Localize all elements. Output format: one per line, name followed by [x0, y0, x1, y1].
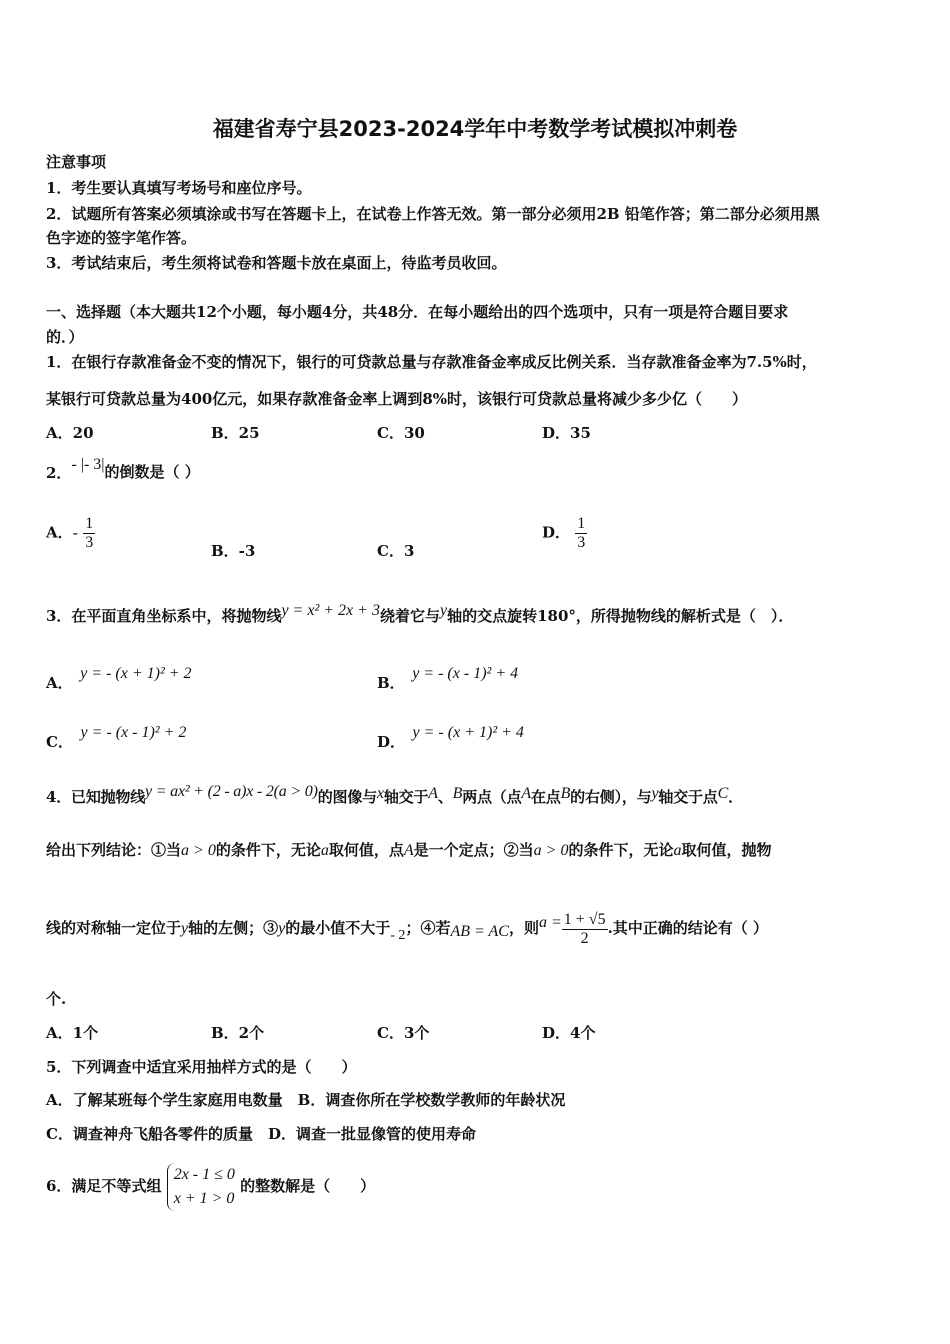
- q3-stem-pre: 3．在平面直角坐标系中，将抛物线: [46, 607, 282, 625]
- notice-item-2-cont: 色字迹的签字笔作答。: [46, 229, 197, 247]
- q2-option-c: C．3: [377, 542, 415, 560]
- q3-stem-mid: 绕着它与: [379, 607, 440, 625]
- q4-l2-a2: a: [673, 842, 682, 859]
- q4-l3-t4: ；④若: [405, 919, 451, 937]
- q4-option-a: A．1个: [46, 1024, 99, 1042]
- q3-option-a: [46, 663, 192, 692]
- q2-option-d-numerator: 1: [577, 515, 586, 532]
- q3-option-b-expr: y = - (x - 1)² + 4: [412, 665, 519, 682]
- q4-l3-t3: 的最小值不大于: [285, 919, 391, 937]
- q4-l3-equation: AB = AC: [450, 923, 509, 940]
- q3-variable-y: y: [439, 602, 448, 619]
- q3-stem: [46, 602, 794, 627]
- q2-option-a-numerator: 1: [85, 515, 94, 532]
- notice-item-3: 3．考试结束后，考生须将试卷和答题卡放在桌面上，待监考员收回。: [46, 254, 507, 272]
- q4-stem-line3: [46, 906, 768, 952]
- q2-option-d-denominator: 3: [577, 534, 586, 551]
- q4-stem-line1: [46, 783, 743, 808]
- q3-option-c: [46, 722, 187, 751]
- q4-l1-t5: 在点: [530, 788, 561, 806]
- q3-stem-tail: 轴的交点旋转180°，所得抛物线的解析式是（ ）．: [447, 607, 794, 625]
- q3-option-c-label: C．: [46, 733, 66, 751]
- q3-expression: y = x² + 2x + 3: [281, 602, 380, 619]
- q5-stem: 5．下列调查中适宜采用抽样方式的是（ ）: [46, 1058, 357, 1076]
- q4-option-c: C．3个: [377, 1024, 430, 1042]
- q2-option-a-sign: -: [72, 524, 78, 542]
- q4-l2-A: A: [403, 842, 414, 859]
- q4-l3-t1: 线的对称轴一定位于: [46, 919, 182, 937]
- q4-stem-line4: 个.: [46, 990, 67, 1008]
- q1-option-c: C．30: [377, 424, 425, 442]
- q4-l3-fraction: [562, 911, 608, 948]
- q4-l2-t5: 的条件下，无论: [568, 841, 674, 859]
- q3-option-b-label: B．: [377, 674, 398, 692]
- q4-l3-denominator: 2: [580, 929, 589, 947]
- q6-inequality-1: 2x - 1 ≤ 0: [173, 1166, 235, 1183]
- q4-l1-y: y: [651, 785, 659, 802]
- q3-option-d-expr: y = - (x + 1)² + 4: [412, 724, 524, 741]
- q4-l3-a-equals: a =: [538, 914, 562, 931]
- q2-option-d: [542, 515, 587, 552]
- page-title: 福建省寿宁县2023-2024学年中考数学考试模拟冲刺卷: [212, 117, 738, 141]
- q4-l3-minus-two: - 2: [390, 928, 406, 943]
- q5-options-ab: A．了解某班每个学生家庭用电数量 B．调查你所在学校数学教师的年龄状况: [46, 1091, 566, 1109]
- q4-l1-pre: 4．已知抛物线: [46, 788, 146, 806]
- q4-l2-a1: a: [320, 842, 329, 859]
- q6-inequality-system: [167, 1163, 235, 1211]
- q4-l1-t3: 、: [437, 788, 453, 806]
- q1-option-a: A．20: [46, 424, 94, 442]
- q4-l1-t8: ．: [728, 788, 743, 806]
- q6-stem-pre: 6．满足不等式组: [46, 1177, 162, 1195]
- q2-stem: [46, 456, 200, 483]
- q4-l1-A2: A: [521, 785, 531, 802]
- q4-option-b: B．2个: [211, 1024, 265, 1042]
- q4-l1-B: B: [452, 785, 463, 802]
- q2-option-a-denominator: 3: [85, 534, 94, 551]
- q3-option-a-label: A．: [46, 674, 66, 692]
- q4-l2-t4: 是一个定点；②当: [413, 841, 534, 859]
- q1-option-b: B．25: [211, 424, 260, 442]
- q4-l3-numerator: 1 + √5: [563, 910, 606, 928]
- q2-stem-tail: 的倒数是（ ）: [104, 463, 200, 481]
- q3-option-c-expr: y = - (x - 1)² + 2: [80, 724, 187, 741]
- q4-l2-cond2: a > 0: [533, 842, 569, 859]
- q4-l3-t2: 轴的左侧；③: [188, 919, 279, 937]
- q4-parabola-expr: y = ax² + (2 - a)x - 2(a > 0): [145, 783, 318, 800]
- q4-l3-y: y: [181, 920, 189, 937]
- q6-inequality-2: x + 1 > 0: [173, 1190, 235, 1207]
- q3-option-d-label: D．: [377, 733, 398, 751]
- q2-option-d-fraction: [575, 515, 587, 552]
- notice-heading: 注意事项: [46, 153, 107, 171]
- q4-option-d: D．4个: [542, 1024, 596, 1042]
- q5-options-cd: C．调查神舟飞船各零件的质量 D．调查一批显像管的使用寿命: [46, 1125, 476, 1143]
- q4-l2-t2: 的条件下，无论: [215, 841, 321, 859]
- q4-l1-t6: 的右侧），与: [570, 788, 652, 806]
- section-heading-line2: 的．）: [46, 328, 84, 346]
- q6-stem: [46, 1160, 375, 1212]
- q1-option-d: D．35: [542, 424, 591, 442]
- q4-l1-t2: 轴交于: [383, 788, 429, 806]
- q3-option-a-expr: y = - (x + 1)² + 2: [80, 665, 192, 682]
- q4-l1-A: A: [428, 785, 438, 802]
- q1-stem-line2: 某银行可贷款总量为400亿元，如果存款准备金率上调到8%时，该银行可贷款总量将减少多少亿（ ）: [46, 390, 748, 408]
- q4-l1-t1: 的图像与: [317, 788, 377, 806]
- q3-option-b: [377, 663, 519, 692]
- q4-l3-t6: .其中正确的结论有（ ）: [607, 919, 769, 937]
- q2-number: 2．: [46, 464, 72, 482]
- q2-option-a-fraction: [83, 515, 95, 552]
- q4-l1-B2: B: [560, 785, 571, 802]
- q6-stem-tail: 的整数解是（ ）: [240, 1177, 376, 1195]
- q2-option-d-label: D．: [542, 523, 571, 542]
- notice-item-2: 2．试题所有答案必须填涂或书写在答题卡上，在试卷上作答无效。第一部分必须用2B 铅笔作答；第二部分必须用黑: [46, 205, 820, 223]
- q4-l1-x: x: [376, 785, 384, 802]
- q4-l1-t7: 轴交于点: [658, 788, 718, 806]
- q3-option-d: [377, 722, 524, 751]
- section-heading-line1: 一、选择题（本大题共12个小题，每小题4分，共48分．在每小题给出的四个选项中，只有一项是符合题目要求: [46, 303, 789, 321]
- q4-l2-t1: 给出下列结论：①当: [46, 841, 182, 859]
- q2-option-a-label: A．: [46, 523, 73, 542]
- q2-option-a: [46, 515, 95, 552]
- q4-l3-y2: y: [278, 920, 286, 937]
- q4-l2-t6: 取何值，抛物: [681, 841, 772, 859]
- notice-item-1: 1．考生要认真填写考场号和座位序号。: [46, 179, 312, 197]
- q4-l3-t5: ，则: [508, 919, 539, 937]
- q2-option-b: B．-3: [211, 542, 256, 560]
- q4-l1-C: C: [717, 785, 729, 802]
- q1-stem-line1: 1．在银行存款准备金不变的情况下，银行的可贷款总量与存款准备金率成反比例关系．当存款准备金率为7.5%时，: [46, 353, 817, 371]
- q2-expression: - |- 3|: [71, 456, 105, 473]
- q4-l2-cond1: a > 0: [181, 842, 216, 859]
- q4-l2-t3: 取何值，点: [328, 841, 404, 859]
- q4-stem-line2: [46, 840, 771, 861]
- q4-l1-t4: 两点（点: [462, 788, 522, 806]
